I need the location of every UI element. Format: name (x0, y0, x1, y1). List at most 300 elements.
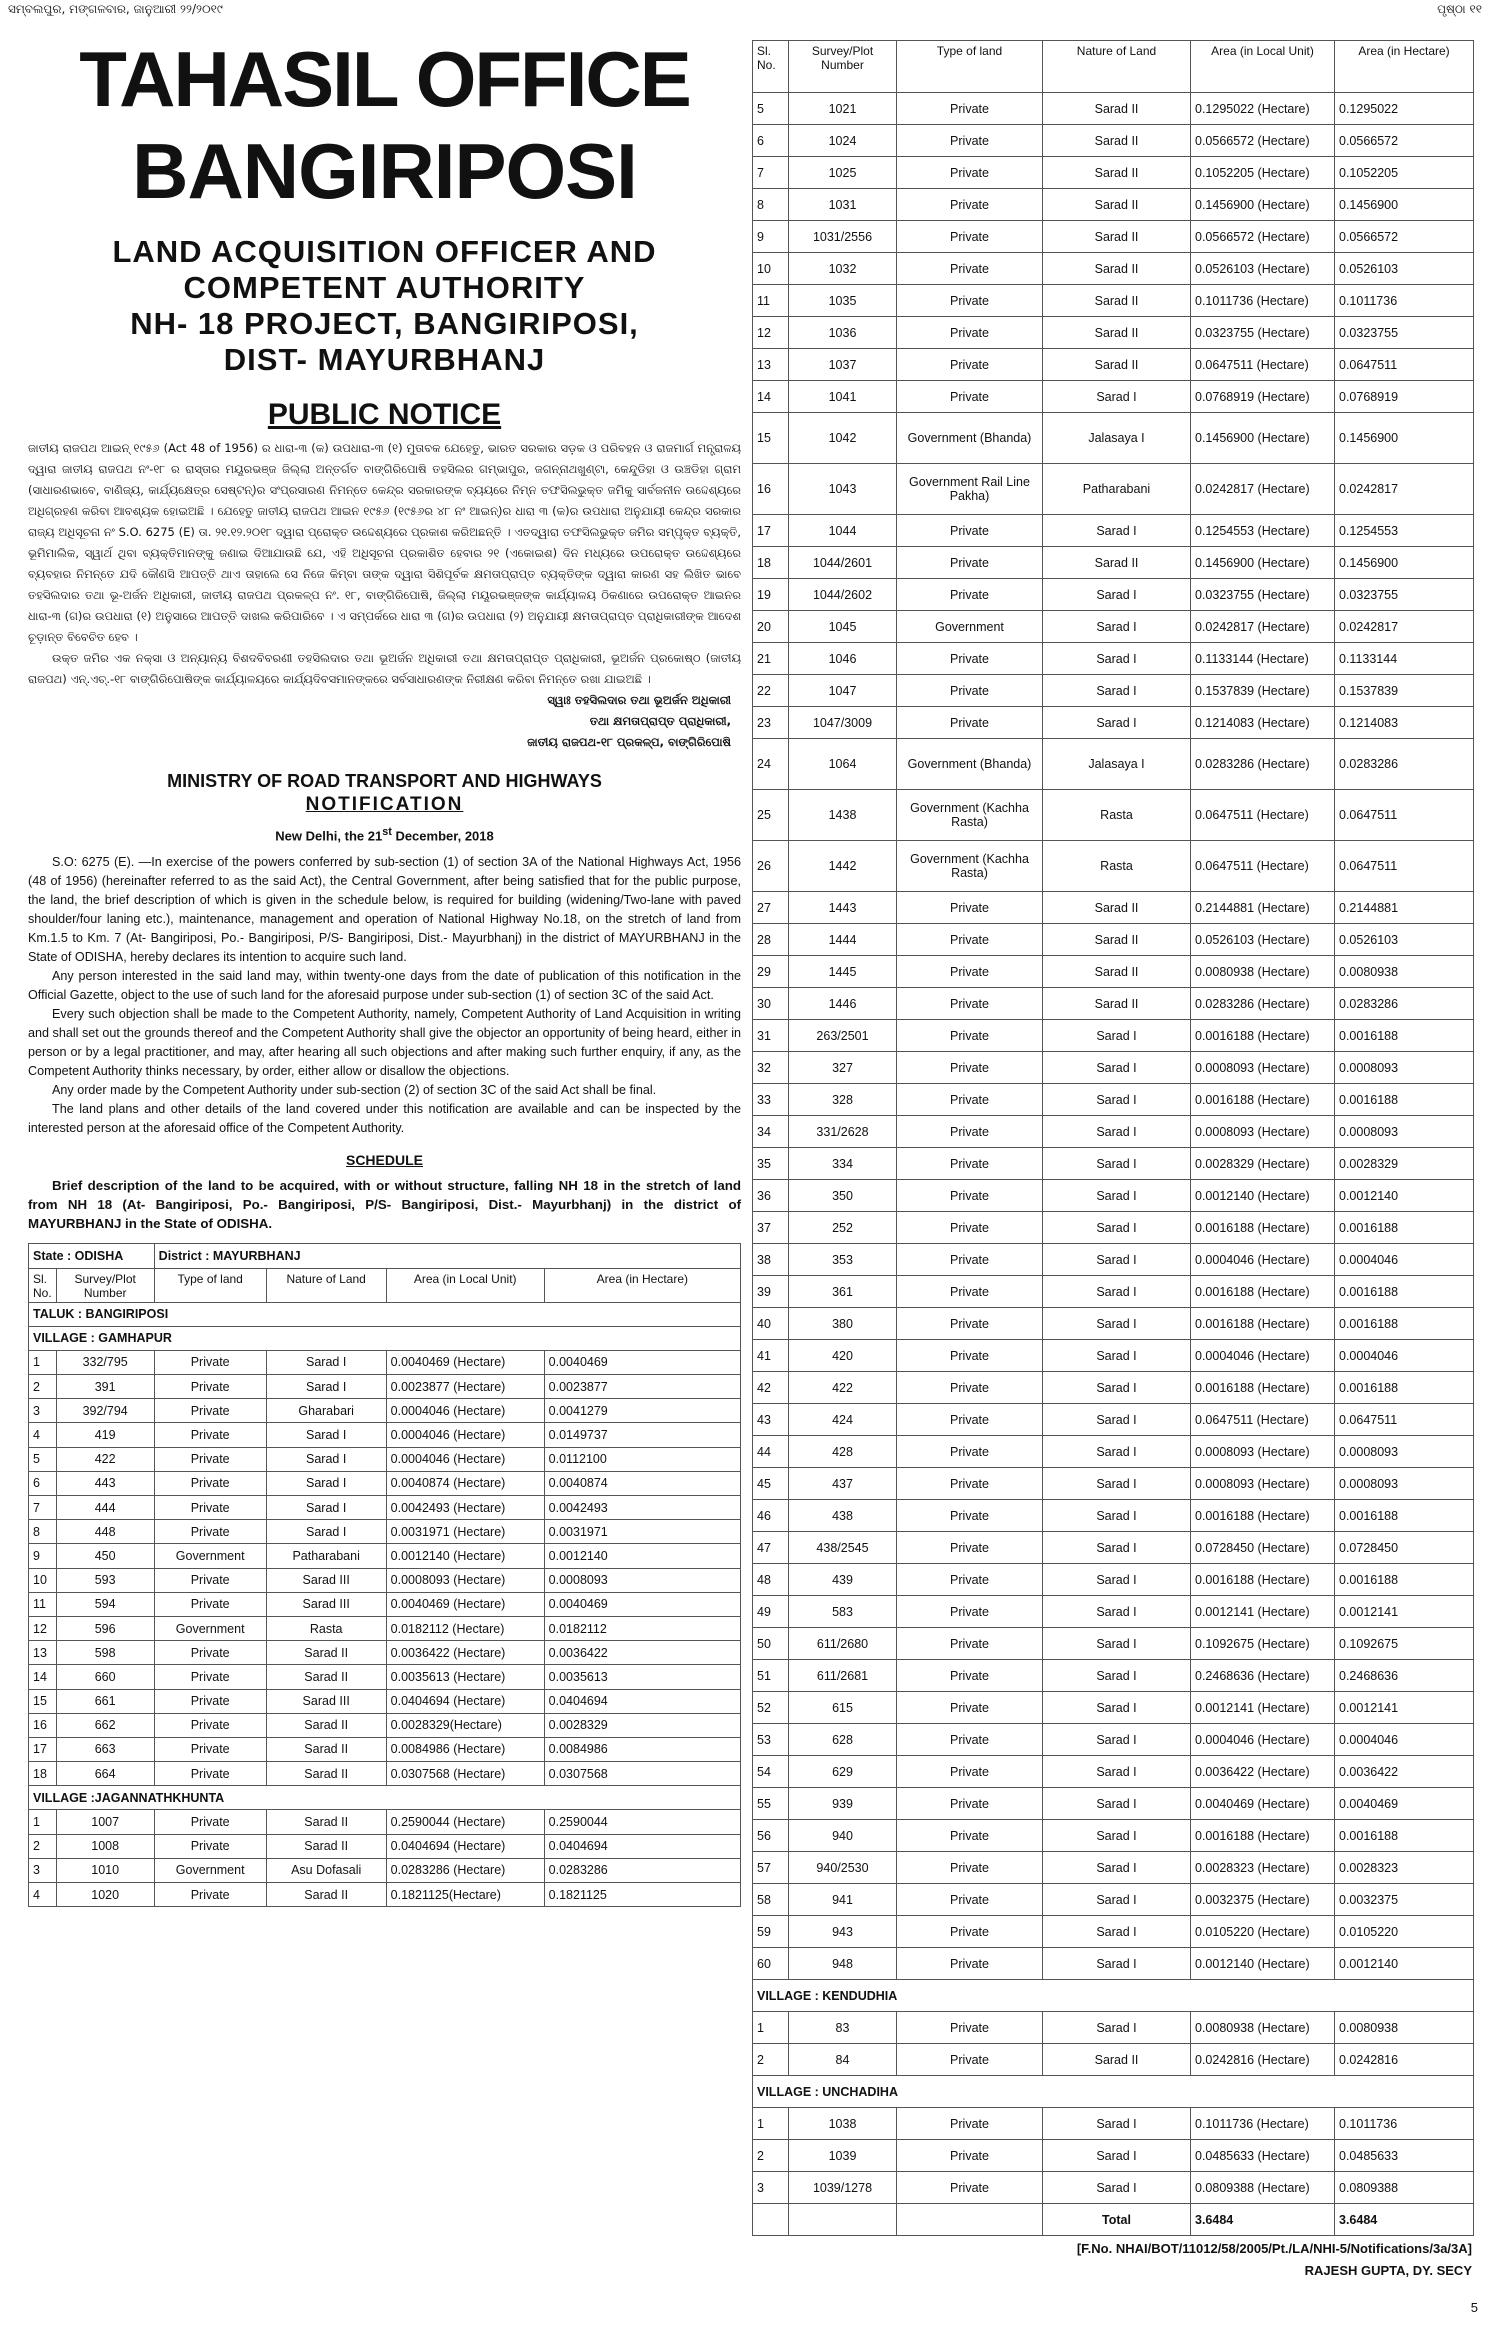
table-cell: Private (154, 1665, 266, 1689)
notification-date (28, 826, 741, 843)
right-column (752, 40, 1474, 2280)
table-cell: 0.0242817 (Hectare) (1191, 611, 1335, 643)
table-cell: Private (154, 1375, 266, 1399)
table-cell: Sarad I (1043, 1852, 1191, 1884)
masthead-left: ସମ୍ବଲପୁର, ମଙ୍ଗଳବାର, ଜାନୁଆରୀ ୨୨/୨୦୧୯ (8, 2, 223, 16)
table-cell: Patharabani (266, 1544, 386, 1568)
table-cell: 15 (29, 1689, 57, 1713)
table-cell: 1031/2556 (789, 221, 897, 253)
table-cell: Private (897, 157, 1043, 189)
table-cell: Sarad I (1043, 1724, 1191, 1756)
table-row (753, 1020, 1474, 1052)
date-text: New Delhi, the 21 (275, 828, 383, 844)
table-row (29, 1713, 741, 1737)
table-cell: 0.0323755 (1335, 579, 1474, 611)
table-cell: 0.0016188 (Hectare) (1191, 1500, 1335, 1532)
table-cell: 422 (789, 1372, 897, 1404)
table-cell: Government (154, 1616, 266, 1640)
table-cell: 0.0768919 (1335, 381, 1474, 413)
table-cell: Sarad I (1043, 1532, 1191, 1564)
table-cell: 0.0242817 (Hectare) (1191, 464, 1335, 515)
table-cell: 0.0323755 (Hectare) (1191, 317, 1335, 349)
table-cell: Sarad I (1043, 1340, 1191, 1372)
table-cell: Private (897, 579, 1043, 611)
table-row (753, 892, 1474, 924)
table-cell: 0.0028323 (1335, 1852, 1474, 1884)
table-cell: Sarad II (1043, 253, 1191, 285)
table-cell: 17 (29, 1737, 57, 1761)
table-cell: 1035 (789, 285, 897, 317)
table-cell: 0.0566572 (1335, 221, 1474, 253)
table-cell: 664 (56, 1762, 154, 1786)
table-cell: 34 (753, 1116, 789, 1148)
table-cell: Sarad I (266, 1350, 386, 1374)
header-cell: Survey/Plot Number (789, 41, 897, 93)
table-row (29, 1447, 741, 1471)
table-row (753, 956, 1474, 988)
table-cell: 3 (29, 1399, 57, 1423)
table-cell: 0.0485633 (Hectare) (1191, 2140, 1335, 2172)
table-cell: 1064 (789, 739, 897, 790)
table-row (753, 1308, 1474, 1340)
table-cell: 0.1052205 (1335, 157, 1474, 189)
table-cell: 1041 (789, 381, 897, 413)
table-cell: 661 (56, 1689, 154, 1713)
table-cell: Private (897, 1052, 1043, 1084)
left-column (28, 30, 741, 1907)
table-cell: Private (897, 515, 1043, 547)
table-cell: 4 (29, 1423, 57, 1447)
table-cell: 0.0149737 (544, 1423, 740, 1447)
header-cell: Area (in Hectare) (1335, 41, 1474, 93)
table-cell: Private (154, 1810, 266, 1834)
table-cell: Sarad I (1043, 1436, 1191, 1468)
table-row (753, 1084, 1474, 1116)
table-cell: Private (897, 1532, 1043, 1564)
table-cell: Sarad III (266, 1689, 386, 1713)
table-cell: Private (897, 1820, 1043, 1852)
table-cell: 50 (753, 1628, 789, 1660)
table-cell: Private (897, 1436, 1043, 1468)
table-cell: 1007 (56, 1810, 154, 1834)
table-cell: 0.0647511 (1335, 790, 1474, 841)
table-cell: Private (897, 1660, 1043, 1692)
odia-signature-line: ଜାତୀୟ ରାଜପଥ-୧୮ ପ୍ରକଳ୍ପ, ବାଙ୍ଗିରିପୋଷି (527, 735, 731, 749)
table-row (753, 1180, 1474, 1212)
table-cell: 0.0004046 (Hectare) (1191, 1244, 1335, 1276)
table-cell: 0.1456900 (Hectare) (1191, 547, 1335, 579)
header-cell: Nature of Land (266, 1268, 386, 1302)
schedule-table-right (752, 40, 1474, 2236)
table-cell: 3 (29, 1858, 57, 1882)
table-cell: Rasta (266, 1616, 386, 1640)
table-cell: 0.0042493 (Hectare) (386, 1496, 544, 1520)
table-cell: 0.0485633 (1335, 2140, 1474, 2172)
table-cell: Sarad I (1043, 1884, 1191, 1916)
table-cell: 0.0016188 (Hectare) (1191, 1084, 1335, 1116)
table-cell: 14 (29, 1665, 57, 1689)
table-row (753, 1052, 1474, 1084)
table-row (753, 1468, 1474, 1500)
table-row (753, 988, 1474, 1020)
table-cell: 6 (753, 125, 789, 157)
table-cell: 16 (753, 464, 789, 515)
table-cell: Sarad I (1043, 1692, 1191, 1724)
village-cell: VILLAGE : UNCHADIHA (753, 2076, 1474, 2108)
table-cell: 0.0032375 (1335, 1884, 1474, 1916)
table-cell: 17 (753, 515, 789, 547)
table-row (29, 1592, 741, 1616)
header-cell: Type of land (897, 41, 1043, 93)
table-cell: 24 (753, 739, 789, 790)
table-cell: 0.0016188 (1335, 1276, 1474, 1308)
subtitle-line-4: DIST- MAYURBHANJ (223, 342, 546, 377)
table-cell: Private (897, 2012, 1043, 2044)
table-cell: 0.1214083 (Hectare) (1191, 707, 1335, 739)
table-row (29, 1350, 741, 1374)
table-cell: Sarad I (1043, 1212, 1191, 1244)
total-row (753, 2204, 1474, 2236)
table-cell: 0.1011736 (1335, 285, 1474, 317)
table-cell: 0.0016188 (Hectare) (1191, 1564, 1335, 1596)
table-cell: 380 (789, 1308, 897, 1340)
table-cell: 0.0112100 (544, 1447, 740, 1471)
subtitle-line-2: COMPETENT AUTHORITY (183, 270, 586, 305)
table-cell: 41 (753, 1340, 789, 1372)
table-cell: 629 (789, 1756, 897, 1788)
table-cell: Sarad II (1043, 924, 1191, 956)
table-cell: 0.0182112 (Hectare) (386, 1616, 544, 1640)
table-cell: Private (154, 1447, 266, 1471)
table-row (753, 1884, 1474, 1916)
body-paragraph: Every such objection shall be made to the Competent Authority, namely, Competent Authority of Land Acquisition in writing and shall set out the grounds thereof and the Competent Authority shall give the objector an opportunity of being heard, either in person or by a legal practitioner, and may, after hearing all such objections and after making such further enquiry, if any, as the Competent Authority thinks necessary, by order, either allow or disallow the objections. (28, 1007, 741, 1079)
table-cell: Sarad II (266, 1713, 386, 1737)
table-cell: Private (897, 1852, 1043, 1884)
table-cell: Sarad II (266, 1834, 386, 1858)
table-cell: 252 (789, 1212, 897, 1244)
table-cell: Private (897, 285, 1043, 317)
table-cell: 0.0004046 (Hectare) (1191, 1340, 1335, 1372)
table-cell: 0.0012140 (Hectare) (1191, 1180, 1335, 1212)
table-cell: 392/794 (56, 1399, 154, 1423)
table-cell: 0.2144881 (1335, 892, 1474, 924)
table-cell: 0.0404694 (Hectare) (386, 1689, 544, 1713)
table-cell: 0.0404694 (Hectare) (386, 1834, 544, 1858)
table-cell: 0.0647511 (Hectare) (1191, 841, 1335, 892)
table-cell: 37 (753, 1212, 789, 1244)
table-cell: 0.0008093 (Hectare) (386, 1568, 544, 1592)
table-cell: Sarad II (1043, 892, 1191, 924)
table-cell: 39 (753, 1276, 789, 1308)
table-row (753, 2108, 1474, 2140)
table-cell: Sarad II (1043, 956, 1191, 988)
table-cell: 38 (753, 1244, 789, 1276)
table-cell: Patharabani (1043, 464, 1191, 515)
table-cell: 43 (753, 1404, 789, 1436)
table-cell: 0.0012140 (Hectare) (386, 1544, 544, 1568)
table-cell: 0.0283286 (Hectare) (386, 1858, 544, 1882)
table-cell: 328 (789, 1084, 897, 1116)
table-cell: 20 (753, 611, 789, 643)
header-cell: Type of land (154, 1268, 266, 1302)
table-cell: Sarad I (1043, 1468, 1191, 1500)
date-suffix: st (382, 826, 392, 838)
table-row (29, 1520, 741, 1544)
table-cell: 0.2590044 (544, 1810, 740, 1834)
table-cell: Sarad I (1043, 1756, 1191, 1788)
odia-paragraph-1: ଜାତୀୟ ରାଜପଥ ଆଇନ୍ ୧୯୫୬ (Act 48 of 1956) ର ଧାରା-୩ (କ) ଉପଧାରା-୩ (୧) ମୁତାବକ ଯେହେତୁ, ଭାରତ ସରକାର ସଡ଼କ ଓ ପରିବହନ ଓ ରାଜମାର୍ଗ ମନ୍ତ୍ରାଳୟ ଦ୍ୱାରା ଜାତୀୟ ରାଜପଥ ନଂ-୧୮ ର ରାସ୍ତାର ମୟୂରଭଞ୍ଜ ଜିଲ୍ଲା ଅନ୍ତର୍ଗତ ବାଙ୍ଗିରିପୋଷି ତହସିଲର ଗମ୍ଭାପୁର, ଜଗନ୍ନାଥଖୁଣ୍ଟା, କେନ୍ଦୁଡିହା ଓ ଉଞ୍ଚଡିହା ଗ୍ରାମ (ସାଧାରଣଭାବେ, ବାଣିଜ୍ୟ, କାର୍ଯ୍ୟକ୍ଷେତ୍ର ସେଷ୍ଟନ୍)ର ସଂପ୍ରସାରଣ ନିମନ୍ତେ କେନ୍ଦ୍ର ସରକାରଙ୍କ ବ୍ୟୟରେ ନିମ୍ନ ତଫସିଲଭୁକ୍ତ ଜମିକୁ ସାର୍ବଜନୀନ ଉଦ୍ଦେଶ୍ୟରେ ଅଧିଗ୍ରହଣ କରିବା ଆବଶ୍ୟକ ହୋଇଅଛି । ଯେହେତୁ ଜାତୀୟ ରାଜପଥ ଆଇନ ୧୯୫୬ (୧୯୫୬ର ୪୮ ନଂ ଆଇନ୍)ର ଧାରା ୩ (କ)ର ଉପଧାରା ଅନୁଯାୟୀ କେନ୍ଦ୍ର ସରକାର ରାଜ୍ୟ ଅଧିସୂଚନା ନଂ S.O. 6275 (E) ତା. ୨୧.୧୨.୨୦୧୮ ଦ୍ୱାରା ପ୍ରୋକ୍ତ ଉଦ୍ଦେଶ୍ୟରେ ପ୍ରକାଶ କରିଅଛନ୍ତି । ଏତଦ୍ୱାରା ତଫସିଲଭୁକ୍ତ ଜମିର ସମ୍ପୃକ୍ତ ବ୍ୟକ୍ତି, ଭୂମିମାଲିକ, ସ୍ୱାର୍ଥ ଥିବା ବ୍ୟକ୍ତିମାନଙ୍କୁ ଜଣାଇ ଦିଆଯାଉଛି ଯେ, ଏହି ଅଧିସୂଚନା ପ୍ରକାଶିତ ହେବାର ୨୧ (ଏକୋଇଶ) ଦିନ ମଧ୍ୟରେ ଉପରୋକ୍ତ ଉଦ୍ଦେଶ୍ୟରେ ବ୍ୟବହାର ନିମନ୍ତେ ଯଦି କୌଣସି ଆପତ୍ତି ଥାଏ ତାହାଲେ ସେ ନିଜେ କିମ୍ବା ତାଙ୍କ ଦ୍ୱାରା ସିଶିପୂର୍ବକ କ୍ଷମତାପ୍ରାପ୍ତ ବ୍ୟକ୍ତିଙ୍କ ଦ୍ୱାରା କାରଣ ସହ ଲିଖିତ ଭାବେ ତହସିଲଦାର ତଥା ଭୂ-ଅର୍ଜନ ଅଧିକାରୀ, ଜାତୀୟ ରାଜପଥ ପ୍ରକଳ୍ପ ନଂ. ୧୮, ବାଙ୍ଗିରିପୋଷି, ଜିଲ୍ଲା ମୟୂରଭଞ୍ଜଙ୍କ କାର୍ଯ୍ୟାଳୟ ଠିକଣାରେ ଉପରୋକ୍ତ ଆଇନର ଧାରା-୩ (ଗ)ର ଉପଧାରା (୧) ଅନୁସାରେ ଆପତ୍ତି ଦାଖଲ କରିପାରିବେ । ଏ ସମ୍ପର୍କରେ ଧାରା ୩ (ଗ)ର ଉପଧାରା (୨) ଅନୁଯାୟୀ କ୍ଷମତାପ୍ରାପ୍ତ ପ୍ରାଧିକାରୀଙ୍କ ଆଦେଶ ଚୂଡ଼ାନ୍ତ ବିବେଚିତ ହେବ । (28, 441, 741, 644)
file-number: [F.No. NHAI/BOT/11012/58/2005/Pt./LA/NHI-5/Notifications/3a/3A] (1076, 2241, 1472, 2256)
table-cell: 44 (753, 1436, 789, 1468)
table-cell: 428 (789, 1436, 897, 1468)
table-cell: 0.0040874 (Hectare) (386, 1471, 544, 1495)
table-cell: Sarad II (1043, 285, 1191, 317)
table-cell: 0.0004046 (Hectare) (386, 1399, 544, 1423)
table-cell: Sarad I (1043, 2172, 1191, 2204)
village-row (29, 1786, 741, 1810)
table-cell: 0.0035613 (544, 1665, 740, 1689)
table-cell: 0.2590044 (Hectare) (386, 1810, 544, 1834)
table-cell: 22 (753, 675, 789, 707)
table-cell: Sarad I (1043, 1308, 1191, 1340)
table-cell: 0.0080938 (1335, 956, 1474, 988)
table-cell: 1039 (789, 2140, 897, 2172)
table-row (753, 1948, 1474, 1980)
table-cell: 32 (753, 1052, 789, 1084)
table-cell: Private (897, 1340, 1043, 1372)
odia-signature (28, 690, 741, 753)
table-row (753, 1276, 1474, 1308)
subtitle-line-3: NH- 18 PROJECT, BANGIRIPOSI, (130, 306, 639, 341)
table-cell: Sarad I (1043, 611, 1191, 643)
table-cell: 1008 (56, 1834, 154, 1858)
table-cell: 0.0004046 (1335, 1724, 1474, 1756)
table-cell: 0.0242817 (1335, 464, 1474, 515)
table-cell: Sarad II (266, 1641, 386, 1665)
table-cell: Private (897, 2140, 1043, 2172)
table-cell: Private (897, 1084, 1043, 1116)
body-paragraph: Any person interested in the said land may, within twenty-one days from the date of publication of this notification in the Official Gazette, object to the use of such land for the aforesaid purpose under sub-section (1) of section 3C of the said Act. (28, 969, 741, 1003)
table-cell: 0.0647511 (Hectare) (1191, 349, 1335, 381)
table-cell: Sarad II (266, 1665, 386, 1689)
table-cell: 33 (753, 1084, 789, 1116)
table-cell: Sarad I (1043, 1180, 1191, 1212)
table-cell: 0.0016188 (Hectare) (1191, 1020, 1335, 1052)
table-cell: Private (897, 189, 1043, 221)
table-cell: Sarad I (1043, 707, 1191, 739)
table-cell: 0.0404694 (544, 1689, 740, 1713)
table-cell: 0.0012141 (1335, 1692, 1474, 1724)
table-cell: 0.1456900 (1335, 413, 1474, 464)
table-cell: 7 (29, 1496, 57, 1520)
table-cell: 0.0105220 (1335, 1916, 1474, 1948)
table-cell: 0.0016188 (1335, 1820, 1474, 1852)
table-cell: Government (Kachha Rasta) (897, 790, 1043, 841)
table-cell: Sarad I (1043, 2140, 1191, 2172)
table-cell: Gharabari (266, 1399, 386, 1423)
table-cell: Sarad II (1043, 189, 1191, 221)
table-cell: 1024 (789, 125, 897, 157)
schedule-table-left (28, 1243, 741, 1907)
table-row (29, 1496, 741, 1520)
table-cell: Sarad I (1043, 1372, 1191, 1404)
state-row (29, 1244, 741, 1268)
table-cell: 0.1821125 (544, 1883, 740, 1907)
table-cell: 1010 (56, 1858, 154, 1882)
table-cell: 0.0040469 (Hectare) (386, 1350, 544, 1374)
table-cell: 0.0283286 (544, 1858, 740, 1882)
table-cell: 2 (753, 2044, 789, 2076)
table-cell: 0.0031971 (Hectare) (386, 1520, 544, 1544)
table-cell: 438 (789, 1500, 897, 1532)
table-cell: 450 (56, 1544, 154, 1568)
table-row (753, 2172, 1474, 2204)
table-cell: 13 (29, 1641, 57, 1665)
table-cell: Private (897, 1948, 1043, 1980)
table-cell: 0.0566572 (Hectare) (1191, 221, 1335, 253)
table-cell: Private (897, 125, 1043, 157)
table-cell: Private (897, 1148, 1043, 1180)
date-text-end: December, 2018 (391, 828, 494, 844)
table-cell: 0.1092675 (1335, 1628, 1474, 1660)
table-cell: Government (154, 1544, 266, 1568)
table-cell: 84 (789, 2044, 897, 2076)
table-cell: 0.0647511 (1335, 841, 1474, 892)
table-cell: Sarad II (266, 1883, 386, 1907)
table-row (753, 1532, 1474, 1564)
table-cell: 0.1456900 (Hectare) (1191, 189, 1335, 221)
table-cell: 1036 (789, 317, 897, 349)
odia-signature-line: ସ୍ୱାଃ ତହସିଲଦାର ତଥା ଭୂଅର୍ଜନ ଅଧିକାରୀ (547, 693, 731, 707)
table-cell: Private (897, 924, 1043, 956)
table-cell: 1044/2602 (789, 579, 897, 611)
table-cell: 40 (753, 1308, 789, 1340)
table-row (753, 157, 1474, 189)
header-cell: Area (in Hectare) (544, 1268, 740, 1302)
table-cell: 0.0028329 (544, 1713, 740, 1737)
village-cell: VILLAGE : GAMHAPUR (29, 1326, 741, 1350)
table-cell: 51 (753, 1660, 789, 1692)
table-cell: 0.1133144 (Hectare) (1191, 643, 1335, 675)
table-cell: 1021 (789, 93, 897, 125)
table-cell: Sarad II (1043, 349, 1191, 381)
table-cell: 9 (29, 1544, 57, 1568)
notification-body (28, 853, 741, 1138)
district-cell: District : MAYURBHANJ (154, 1244, 740, 1268)
table-row (753, 349, 1474, 381)
table-cell: 0.0526103 (Hectare) (1191, 253, 1335, 285)
table-cell: 1442 (789, 841, 897, 892)
table-cell: 28 (753, 924, 789, 956)
table-cell: 615 (789, 1692, 897, 1724)
table-cell: 0.0647511 (Hectare) (1191, 1404, 1335, 1436)
table-row (753, 707, 1474, 739)
table-cell: Sarad I (1043, 1276, 1191, 1308)
table-cell: 596 (56, 1616, 154, 1640)
table-cell: Private (897, 1884, 1043, 1916)
table-cell: Sarad I (1043, 1788, 1191, 1820)
table-cell: 19 (753, 579, 789, 611)
table-row (753, 1244, 1474, 1276)
table-cell: Jalasaya I (1043, 413, 1191, 464)
table-cell: Sarad I (266, 1447, 386, 1471)
table-cell: Sarad III (266, 1592, 386, 1616)
table-cell: 9 (753, 221, 789, 253)
table-cell: 940 (789, 1820, 897, 1852)
village-cell: VILLAGE : KENDUDHIA (753, 1980, 1474, 2012)
table-cell: 57 (753, 1852, 789, 1884)
table-cell: 939 (789, 1788, 897, 1820)
table-cell: 0.0105220 (Hectare) (1191, 1916, 1335, 1948)
table-row (753, 413, 1474, 464)
table-cell: Sarad I (1043, 2012, 1191, 2044)
table-cell: Private (154, 1762, 266, 1786)
table-cell: 0.0036422 (1335, 1756, 1474, 1788)
table-cell: Private (897, 1372, 1043, 1404)
empty-cell (789, 2204, 897, 2236)
village-cell: VILLAGE :JAGANNATHKHUNTA (29, 1786, 741, 1810)
table-cell: 424 (789, 1404, 897, 1436)
table-cell: 0.0012141 (1335, 1596, 1474, 1628)
table-cell: Sarad I (1043, 675, 1191, 707)
table-cell: Private (154, 1592, 266, 1616)
table-cell: 30 (753, 988, 789, 1020)
table-cell: Private (897, 1308, 1043, 1340)
table-cell: 594 (56, 1592, 154, 1616)
table-cell: 437 (789, 1468, 897, 1500)
table-cell: 0.0012140 (544, 1544, 740, 1568)
table-cell: 0.1254553 (1335, 515, 1474, 547)
table-cell: 14 (753, 381, 789, 413)
table-cell: 0.0323755 (1335, 317, 1474, 349)
notification-heading: NOTIFICATION (305, 794, 464, 815)
table-cell: 0.0809388 (Hectare) (1191, 2172, 1335, 2204)
table-cell: 0.0016188 (1335, 1020, 1474, 1052)
table-row (753, 253, 1474, 285)
table-cell: Private (897, 956, 1043, 988)
table-row (29, 1858, 741, 1882)
table-cell: 0.0283286 (1335, 988, 1474, 1020)
table-row (753, 464, 1474, 515)
ministry-heading: MINISTRY OF ROAD TRANSPORT AND HIGHWAYS (167, 771, 602, 791)
table-row (753, 579, 1474, 611)
table-cell: Sarad II (1043, 157, 1191, 189)
table-row (753, 221, 1474, 253)
table-cell: 1044 (789, 515, 897, 547)
table-cell: Sarad I (266, 1496, 386, 1520)
table-cell: 0.0647511 (1335, 349, 1474, 381)
table-cell: 419 (56, 1423, 154, 1447)
table-cell: 0.0040874 (544, 1471, 740, 1495)
table-cell: 0.0004046 (1335, 1340, 1474, 1372)
table-cell: 943 (789, 1916, 897, 1948)
table-cell: 0.0283286 (Hectare) (1191, 739, 1335, 790)
table-cell: 35 (753, 1148, 789, 1180)
masthead (8, 2, 1492, 16)
table-cell: 0.1254553 (Hectare) (1191, 515, 1335, 547)
table-cell: Sarad II (1043, 93, 1191, 125)
table-cell: 0.0647511 (1335, 1404, 1474, 1436)
table-cell: 1037 (789, 349, 897, 381)
table-cell: 0.0016188 (Hectare) (1191, 1308, 1335, 1340)
table-cell: 1031 (789, 189, 897, 221)
table-cell: 0.2468636 (Hectare) (1191, 1660, 1335, 1692)
table-cell: 1438 (789, 790, 897, 841)
odia-paragraph-2: ଉକ୍ତ ଜମିର ଏକ ନକ୍ସା ଓ ଅନ୍ୟାନ୍ୟ ବିଶଦବିବରଣୀ ତହସିଲଦାର ତଥା ଭୂଅର୍ଜନ ଅଧିକାରୀ ତଥା କ୍ଷମତାପ୍ରାପ୍ତ ପ୍ରାଧିକାରୀ, ଭୂଅର୍ଜନ ପ୍ରକୋଷ୍ଠ (ଜାତୀୟ ରାଜପଥ) ଏନ୍.ଏଚ୍.-୧୮ ବାଙ୍ଗିରିପୋଷିଙ୍କ କାର୍ଯ୍ୟାଳୟରେ କାର୍ଯ୍ୟଦିବସମାନଙ୍କରେ ସର୍ବସାଧାରଣଙ୍କ ନିରୀକ୍ଷଣ କରିବା ନିମନ୍ତେ ରଖା ଯାଇଅଛି । (28, 651, 741, 686)
table-cell: 0.0004046 (Hectare) (1191, 1724, 1335, 1756)
table-row (753, 1372, 1474, 1404)
table-row (753, 675, 1474, 707)
